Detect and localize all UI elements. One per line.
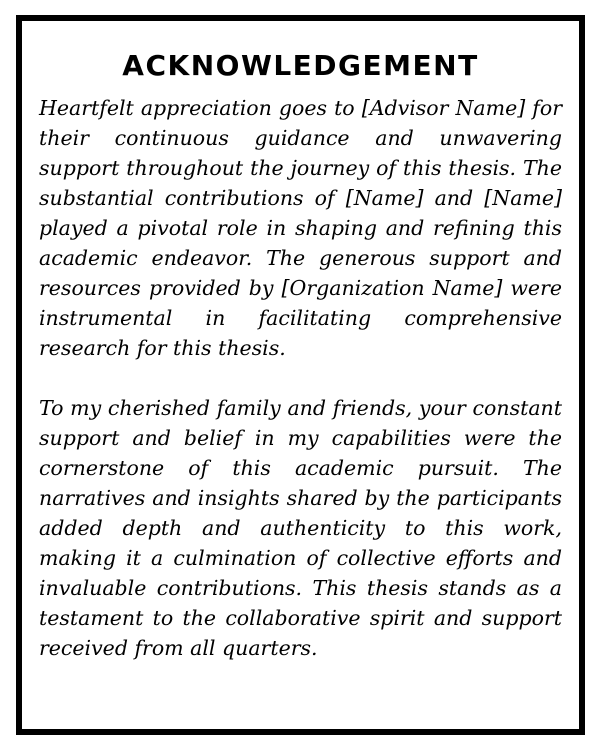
page-border-frame [16, 15, 585, 735]
page-title: ACKNOWLEDGEMENT [122, 49, 479, 82]
acknowledgement-body [39, 93, 562, 663]
paragraph-advisor-thanks: Heartfelt appreciation goes to [Advisor Name] for their continuous guidance and unwavering support throughout the journey of this thesis. The substantial contributions of [Name] and [Name] played a pivotal role in shaping and refining this academic endeavor. The generous support and resources provided by [Organization Name] were instrumental in facilitating comprehensive research for this thesis. [39, 96, 562, 360]
paragraph-family-thanks: To my cherished family and friends, your constant support and belief in my capabilities were the cornerstone of this academic pursuit. The narratives and insights shared by the participants added depth and authenticity to this work, making it a culmination of collective efforts and invaluable contributions. This thesis stands as a testament to the collaborative spirit and support received from all quarters. [39, 396, 562, 660]
